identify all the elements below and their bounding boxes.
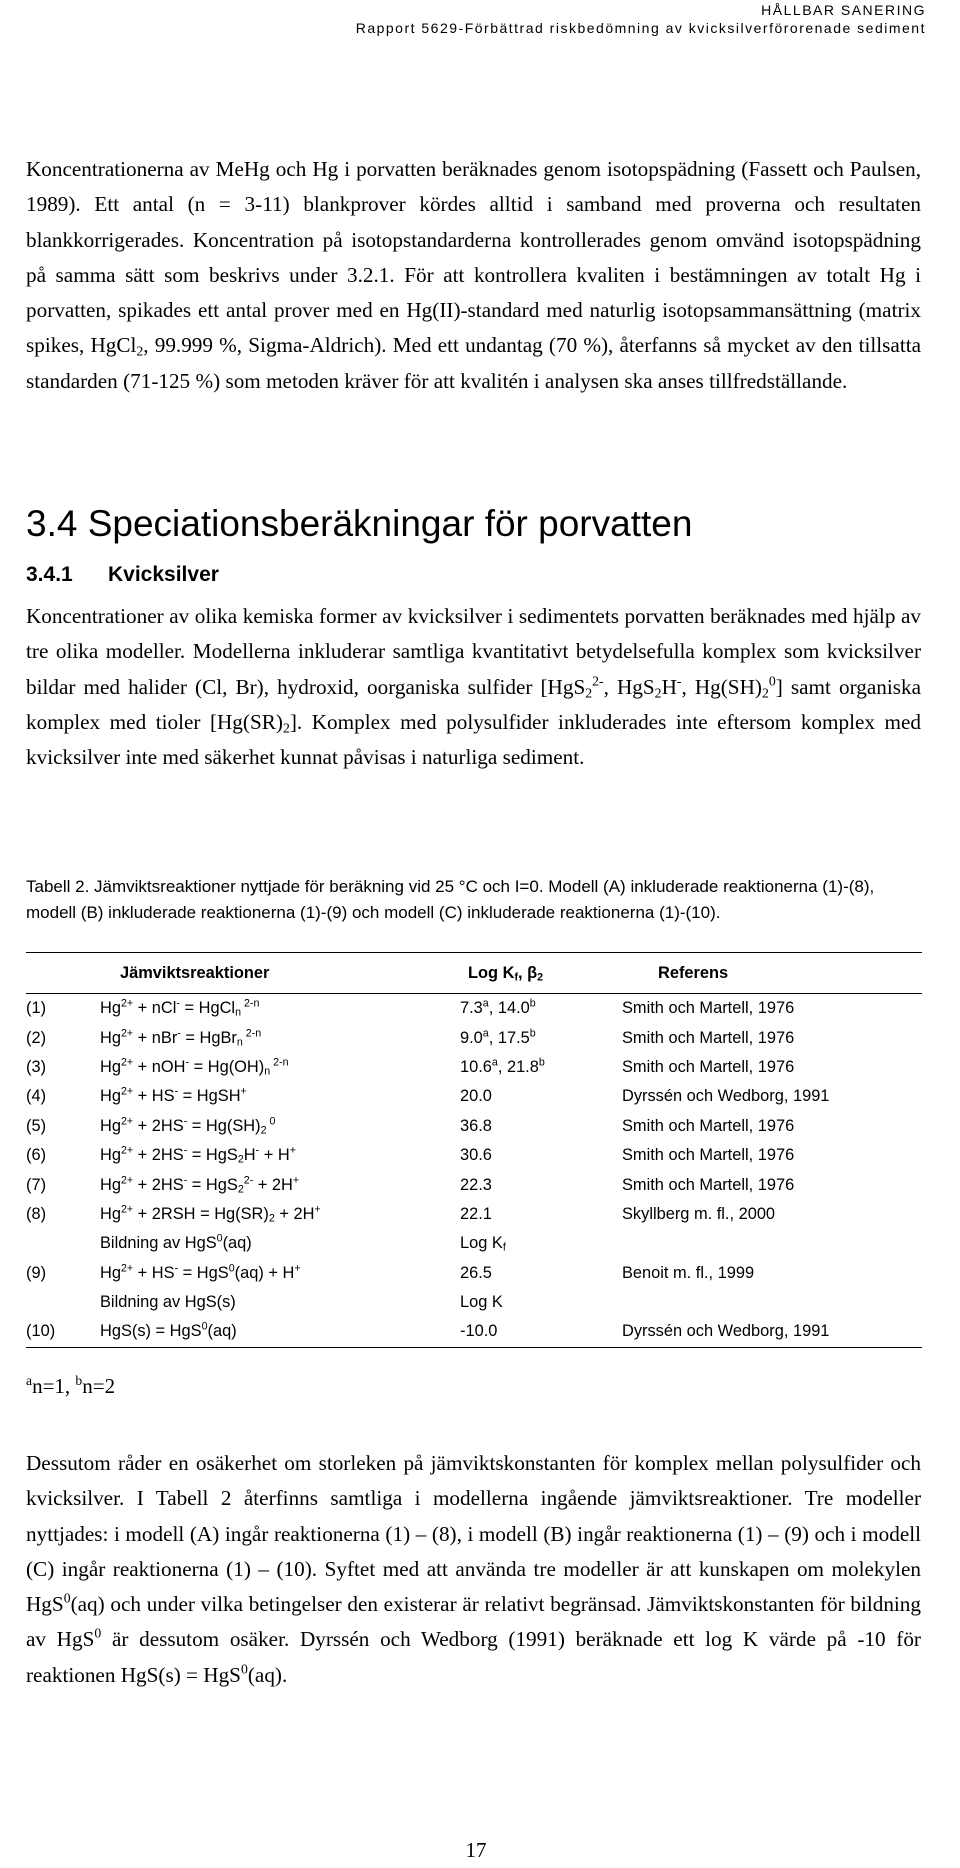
header-reference: Referens bbox=[622, 953, 922, 994]
reaction-formula: $Hg^{2+} + 2HS^- = HgS_2H^- + H^+$ bbox=[100, 1144, 296, 1166]
subsection-heading: 3.4.1 Kvicksilver bbox=[26, 563, 219, 586]
paragraph-models: Dessutom råder en osäkerhet om storleken på jämviktskonstanten för komplex mellan polysulfider och kvicksilver. I Tabell 2 återfinns samtliga i modellerna ingående jämviktsreaktioner. Tre modeller nyttjades: i modell (A) ingår reaktionerna (1) – (8), i modell (B) ingår reaktionerna (1) – (9) och i modell (C) ingår reaktionerna (1) – (10). Syftet med att använda tre modeller är att kunskapen om molekylen HgS$^0$(aq) och under vilka betingelser den existerar är relativt begränsad. Jämviktskonstanten för bildning av HgS$^0$ är dessutom osäker. Dyrssén och Wedborg (1991) beräknade ett log K värde på -10 för reaktionen HgS(s) = HgS$^0$(aq). bbox=[26, 1451, 921, 1687]
table-row: (4) $Hg^{2+} + HS^-$ = HgSH+ 20.0 Dyrssén och Wedborg, 1991 bbox=[26, 1082, 922, 1111]
table-row: (6) $Hg^{2+} + 2HS^- = HgS_2H^- + H^+$ 30.6 Smith och Martell, 1976 bbox=[26, 1141, 922, 1170]
reaction-formula: $Hg^{2+} + HS^- = HgS^0(aq) + H^+$ bbox=[100, 1262, 301, 1282]
paragraph-kvicksilver: Koncentrationer av olika kemiska former av kvicksilver i sedimentets porvatten beräknades med hjälp av tre olika modeller. Modellerna inkluderar samtliga kvantitativt betydelsefulla komplex som kvicksilver bildar med halider (Cl, Br), hydroxid, oorganiska sulfider [HgS$_2^{2-}$, HgS$_2$H-, $Hg(SH)_2^0$] samt organiska komplex med tioler $[Hg(SR)_2]$. Komplex med polysulfider inkluderades inte eftersom komplex med kvicksilver inte med säkerhet kunnat påvisas i naturliga sediment. bbox=[26, 604, 921, 770]
table-header-row bbox=[26, 953, 922, 994]
table-subheader-row: Bildning av HgS(s) Log K bbox=[100, 1293, 503, 1312]
table-row: (3) $Hg^{2+} + nOH^- = Hg(OH)_n$ $^{2-n}$ 10.6$^a$, 21.8$^b$ Smith och Martell, 1976 bbox=[26, 1053, 922, 1082]
reactions-table bbox=[26, 952, 922, 1348]
reaction-formula: $Hg^{2+} + 2HS^- = Hg(SH)_2$ $^0$ bbox=[100, 1115, 276, 1137]
paragraph-porvatten-method: Koncentrationerna av MeHg och Hg i porvatten beräknades genom isotopspädning (Fassett och Paulsen, 1989). Ett antal (n = 3-11) blankprover kördes alltid i samband med proverna och resultaten blankkorrigerades. Koncentration på isotopstandarderna kontrollerades genom omvänd isotopspädning på samma sätt som beskrivs under 3.2.1. För att kontrollera kvaliten i bestämningen av totalt Hg i porvatten, spikades ett antal prover med en Hg(II)-standard med naturlig isotopsammansättning (matrix spikes, HgCl$_2$, 99.999 %, Sigma-Aldrich). Med ett undantag (70 %), återfanns så mycket av den tillsatta standarden (71-125 %) som metoden kräver för att kvalitén i analysen ska anses tillfredställande. bbox=[26, 157, 921, 393]
header-reaction: Jämviktsreaktioner bbox=[100, 953, 460, 994]
reaction-formula: $Hg^{2+} + nBr^-$ = HgBr$_n$ $^{2-n}$ bbox=[100, 1027, 262, 1049]
table-row: (5) $Hg^{2+} + 2HS^- = Hg(SH)_2$ $^0$ 36.8 Smith och Martell, 1976 bbox=[26, 1112, 922, 1141]
reaction-formula: $Hg^{2+} + 2RSH = Hg(SR)_2 + 2H^+$ bbox=[100, 1203, 321, 1225]
header-log-k: Log $K_f$, $\beta_2$ bbox=[460, 953, 622, 994]
table-row: (2) $Hg^{2+} + nBr^-$ = HgBr$_n$ $^{2-n}$ 9.0$^a$, 17.5$^b$ Smith och Martell, 1976 bbox=[26, 1023, 922, 1052]
table-row: (10) HgS(s) = HgS$^0$(aq) -10.0 Dyrssén och Wedborg, 1991 bbox=[26, 1317, 922, 1347]
reaction-formula: $Hg^{2+} + 2HS^- = HgS_2^{2-} + 2H^+$ bbox=[100, 1174, 300, 1196]
reaction-formula: $Hg^{2+} + nOH^- = Hg(OH)_n$ $^{2-n}$ bbox=[100, 1056, 289, 1078]
table-row: (1) $Hg^{2+} + nCl^-$ = HgCl$_n$ $^{2-n}$ 7.3$^a$, 14.0$^b$ Smith och Martell, 1976 bbox=[26, 994, 922, 1024]
table-row: (7) $Hg^{2+} + 2HS^- = HgS_2^{2-} + 2H^+$ 22.3 Smith och Martell, 1976 bbox=[26, 1170, 922, 1199]
page-number: 17 bbox=[465, 1838, 487, 1862]
section-heading: 3.4 Speciationsberäkningar för porvatten bbox=[26, 503, 693, 544]
reaction-formula: $Hg^{2+} + nCl^-$ = HgCl$_n$ $^{2-n}$ bbox=[100, 997, 260, 1019]
table-caption: Tabell 2. Jämviktsreaktioner nyttjade för beräkning vid 25 °C och I=0. Modell (A) inkluderade reaktionerna (1)-(8), modell (B) inkluderade reaktionerna (1)-(9) och modell (C) inkluderade reaktionerna (1)-(10). bbox=[26, 877, 875, 922]
table-row: (8) $Hg^{2+} + 2RSH = Hg(SR)_2 + 2H^+$ 22.1 Skyllberg m. fl., 2000 bbox=[26, 1200, 922, 1229]
reaction-formula: HgS(s) = HgS$^0$(aq) bbox=[100, 1317, 460, 1347]
table-footnote: $^a$n=1, $^b$n=2 bbox=[26, 1372, 116, 1398]
reaction-formula: $Hg^{2+} + HS^-$ = HgSH+ bbox=[100, 1085, 247, 1106]
table-subheader-row: Bildning av HgS$^0$(aq) Log $K_f$ bbox=[100, 1232, 506, 1254]
table-row: (9) $Hg^{2+} + HS^- = HgS^0(aq) + H^+$ 26.5 Benoit m. fl., 1999 bbox=[26, 1259, 922, 1288]
